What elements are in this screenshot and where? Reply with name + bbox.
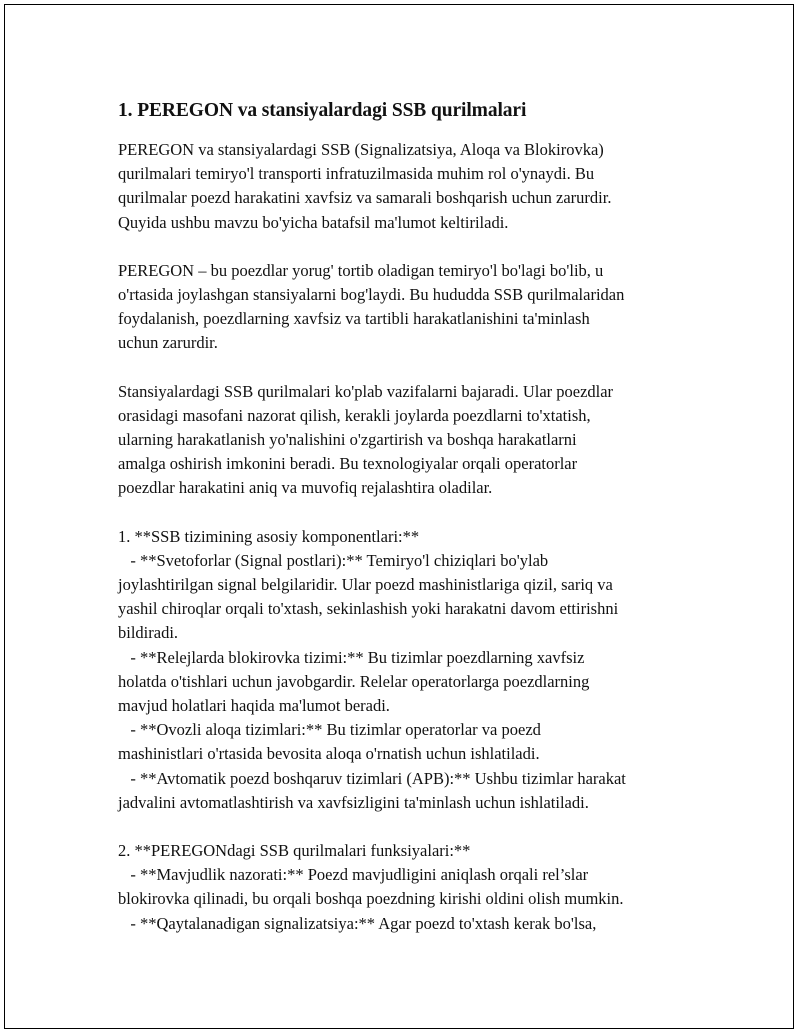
text-line: jadvalini avtomatlashtirish va xavfsizligini ta'minlash uchun ishlatiladi. bbox=[118, 792, 589, 812]
text-line: - **Relejlarda blokirovka tizimi:** Bu tizimlar poezdlarning xavfsiz bbox=[118, 647, 585, 667]
text-line: 1. **SSB tizimining asosiy komponentlari:** bbox=[118, 526, 420, 546]
text-line: o'rtasida joylashgan stansiyalarni bog'laydi. Bu hududda SSB qurilmalaridan bbox=[118, 285, 625, 305]
text-line: PEREGON – bu poezdlar yorug' tortib oladigan temiryo'l bo'lagi bo'lib, u bbox=[118, 260, 604, 280]
paragraph-intro bbox=[118, 138, 718, 235]
text-line: - **Ovozli aloqa tizimlari:** Bu tizimlar operatorlar va poezd bbox=[118, 720, 541, 740]
document-body bbox=[118, 97, 718, 936]
text-line: Quyida ushbu mavzu bo'yicha batafsil ma'lumot keltiriladi. bbox=[118, 212, 509, 232]
text-line: poezdlar harakatini aniq va muvofiq rejalashtira oladilar. bbox=[118, 478, 493, 498]
text-line: - **Svetoforlar (Signal postlari):** Temiryo'l chiziqlari bo'ylab bbox=[118, 550, 549, 570]
text-line: 2. **PEREGONdagi SSB qurilmalari funksiyalari:** bbox=[118, 841, 471, 861]
paragraph-components bbox=[118, 525, 718, 815]
text-line: Stansiyalardagi SSB qurilmalari ko'plab vazifalarni bajaradi. Ular poezdlar bbox=[118, 381, 614, 401]
paragraph-stations bbox=[118, 380, 718, 501]
text-line: yashil chiroqlar orqali to'xtash, sekinlashish yoki harakatni davom ettirishni bbox=[118, 599, 619, 619]
text-line: mashinistlari o'rtasida bevosita aloqa o'rnatish uchun ishlatiladi. bbox=[118, 744, 540, 764]
page-title: 1. PEREGON va stansiyalardagi SSB qurilmalari bbox=[118, 100, 527, 121]
text-line: amalga oshirish imkonini beradi. Bu texnologiyalar orqali operatorlar bbox=[118, 454, 578, 474]
text-line: joylashtirilgan signal belgilaridir. Ular poezd mashinistlariga qizil, sariq va bbox=[118, 575, 613, 595]
paragraph-peregon bbox=[118, 259, 718, 356]
text-line: bildiradi. bbox=[118, 623, 179, 643]
text-line: mavjud holatlari haqida ma'lumot beradi. bbox=[118, 696, 390, 716]
paragraph-gap bbox=[118, 356, 718, 380]
text-line: blokirovka qilinadi, bu orqali boshqa poezdning kirishi oldini olish mumkin. bbox=[118, 889, 624, 909]
paragraph-gap bbox=[118, 501, 718, 525]
text-line: - **Avtomatik poezd boshqaruv tizimlari (APB):** Ushbu tizimlar harakat bbox=[118, 768, 626, 788]
text-line: - **Mavjudlik nazorati:** Poezd mavjudligini aniqlash orqali rel’slar bbox=[118, 865, 589, 885]
document-page bbox=[4, 4, 794, 1029]
text-line: qurilmalari temiryo'l transporti infratuzilmasida muhim rol o'ynaydi. Bu bbox=[118, 164, 595, 184]
text-line: qurilmalar poezd harakatini xavfsiz va samarali boshqarish uchun zarurdir. bbox=[118, 188, 612, 208]
paragraph-gap bbox=[118, 235, 718, 259]
text-line: - **Qaytalanadigan signalizatsiya:** Agar poezd to'xtash kerak bo'lsa, bbox=[118, 913, 597, 933]
text-line: uchun zarurdir. bbox=[118, 333, 218, 353]
paragraph-functions bbox=[118, 839, 718, 936]
text-line: foydalanish, poezdlarning xavfsiz va tartibli harakatlanishini ta'minlash bbox=[118, 309, 590, 329]
text-line: orasidagi masofani nazorat qilish, kerakli joylarda poezdlarni to'xtatish, bbox=[118, 405, 591, 425]
text-line: ularning harakatlanish yo'nalishini o'zgartirish va boshqa harakatlarni bbox=[118, 430, 577, 450]
paragraph-gap bbox=[118, 815, 718, 839]
text-line: PEREGON va stansiyalardagi SSB (Signalizatsiya, Aloqa va Blokirovka) bbox=[118, 140, 604, 159]
text-line: holatda o'tishlari uchun javobgardir. Relelar operatorlarga poezdlarning bbox=[118, 671, 590, 691]
